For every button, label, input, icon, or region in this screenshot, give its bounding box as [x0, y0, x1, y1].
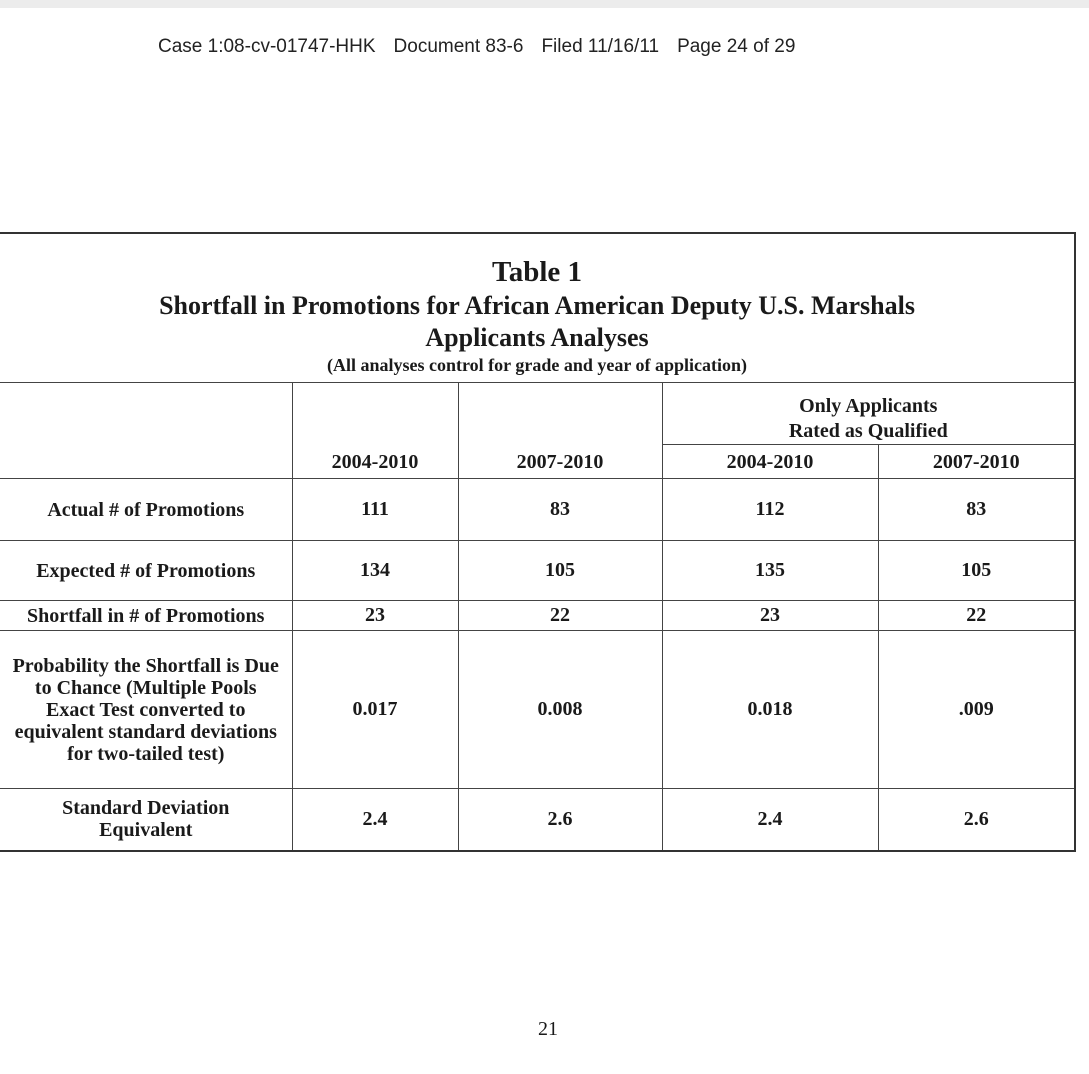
document-number: Document 83-6 [393, 36, 524, 57]
column-header: 2007-2010 [458, 383, 662, 479]
filed-date: Filed 11/16/11 [541, 36, 660, 57]
row-label: Standard Deviation Equivalent [0, 789, 292, 851]
cell: 0.008 [458, 631, 662, 789]
column-header: 2007-2010 [878, 445, 1075, 479]
table-row [0, 541, 1075, 601]
table-row [0, 601, 1075, 631]
row-label: Actual # of Promotions [0, 479, 292, 541]
scan-edge [0, 0, 1089, 8]
case-number: Case 1:08-cv-01747-HHK [158, 36, 376, 57]
cell: .009 [878, 631, 1075, 789]
cell: 83 [878, 479, 1075, 541]
row-label: Shortfall in # of Promotions [0, 601, 292, 631]
table-note: (All analyses control for grade and year of application) [327, 355, 748, 375]
column-header: 2004-2010 [292, 383, 458, 479]
cell: 2.6 [878, 789, 1075, 851]
cell: 2.4 [662, 789, 878, 851]
table-row [0, 479, 1075, 541]
cell: 105 [878, 541, 1075, 601]
shortfall-table [0, 232, 1076, 852]
cell: 83 [458, 479, 662, 541]
table-subtitle-2: Applicants Analyses [425, 323, 649, 352]
table-row [0, 789, 1075, 851]
table-title-block [0, 233, 1075, 383]
row-label: Expected # of Promotions [0, 541, 292, 601]
cell: 22 [878, 601, 1075, 631]
cell: 23 [292, 601, 458, 631]
cell: 134 [292, 541, 458, 601]
header-blank [0, 383, 292, 479]
cell: 22 [458, 601, 662, 631]
cell: 105 [458, 541, 662, 601]
cell: 23 [662, 601, 878, 631]
group-header-line: Only Applicants [799, 395, 938, 417]
cell: 2.6 [458, 789, 662, 851]
table-title: Table 1 [492, 256, 583, 288]
cell: 0.017 [292, 631, 458, 789]
page-indicator: Page 24 of 29 [677, 36, 796, 57]
column-header: 2004-2010 [662, 445, 878, 479]
case-header [158, 36, 813, 58]
cell: 111 [292, 479, 458, 541]
row-label: Probability the Shortfall is Due to Chance (Multiple Pools Exact Test converted to equivalent standard deviations for two-tailed test) [0, 631, 292, 789]
cell: 112 [662, 479, 878, 541]
table-row [0, 631, 1075, 789]
cell: 0.018 [662, 631, 878, 789]
cell: 2.4 [292, 789, 458, 851]
group-header-line: Rated as Qualified [788, 420, 948, 442]
page-number: 21 [538, 1018, 558, 1040]
cell: 135 [662, 541, 878, 601]
table-subtitle: Shortfall in Promotions for African American Deputy U.S. Marshals [159, 291, 915, 320]
group-header [662, 383, 1075, 445]
